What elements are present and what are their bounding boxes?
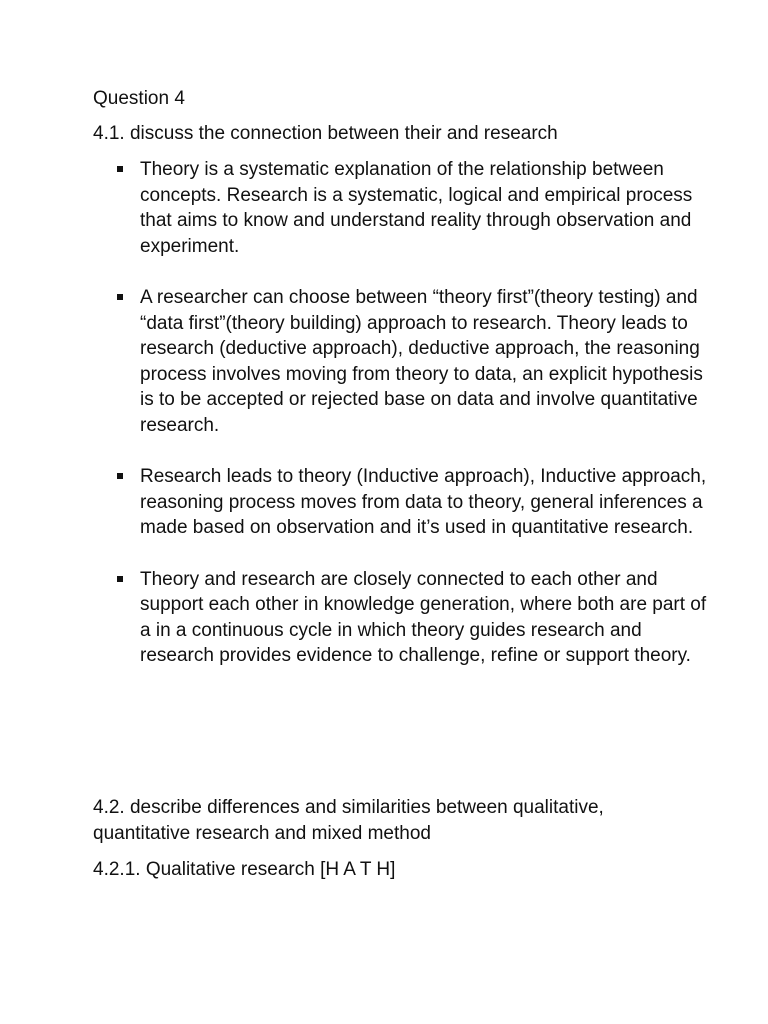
subquestion-4-2-line-1: 4.2. describe differences and similarities between qualitative, xyxy=(93,797,604,818)
square-bullet-icon xyxy=(117,473,123,479)
bullet-text: Theory is a systematic explanation of the relationship between concepts. Research is a systematic, logical and empirical process that aims to know and understand reality through observation and experiment. xyxy=(140,159,693,257)
list-item xyxy=(93,567,713,669)
square-bullet-icon xyxy=(117,294,123,300)
bullet-text: Theory and research are closely connected to each other and support each other in knowledge generation, where both are part of a in a continuous cycle in which theory guides research and research provides evidence to challenge, refine or support theory. xyxy=(140,568,707,667)
square-bullet-icon xyxy=(117,166,123,172)
square-bullet-icon xyxy=(117,576,123,582)
subquestion-4-1: 4.1. discuss the connection between their and research xyxy=(93,123,558,144)
bullet-text: Research leads to theory (Inductive approach), Inductive approach, reasoning process moves from data to theory, general inferences a made based on observation and it’s used in quantitative research. xyxy=(140,466,707,539)
list-item xyxy=(93,285,713,439)
subquestion-4-2-1: 4.2.1. Qualitative research [H A T H] xyxy=(93,859,396,880)
list-item xyxy=(93,464,713,541)
subquestion-4-2-line-2: quantitative research and mixed method xyxy=(93,823,431,844)
bullet-list xyxy=(93,157,713,694)
question-heading: Question 4 xyxy=(93,88,185,109)
bullet-text: A researcher can choose between “theory first”(theory testing) and “data first”(theory building) approach to research. Theory leads to research (deductive approach), deductive approach, the reasoning process involves moving from theory to data, an explicit hypothesis is to be accepted or rejected base on data and involve quantitative research. xyxy=(140,286,703,436)
list-item xyxy=(93,157,713,259)
